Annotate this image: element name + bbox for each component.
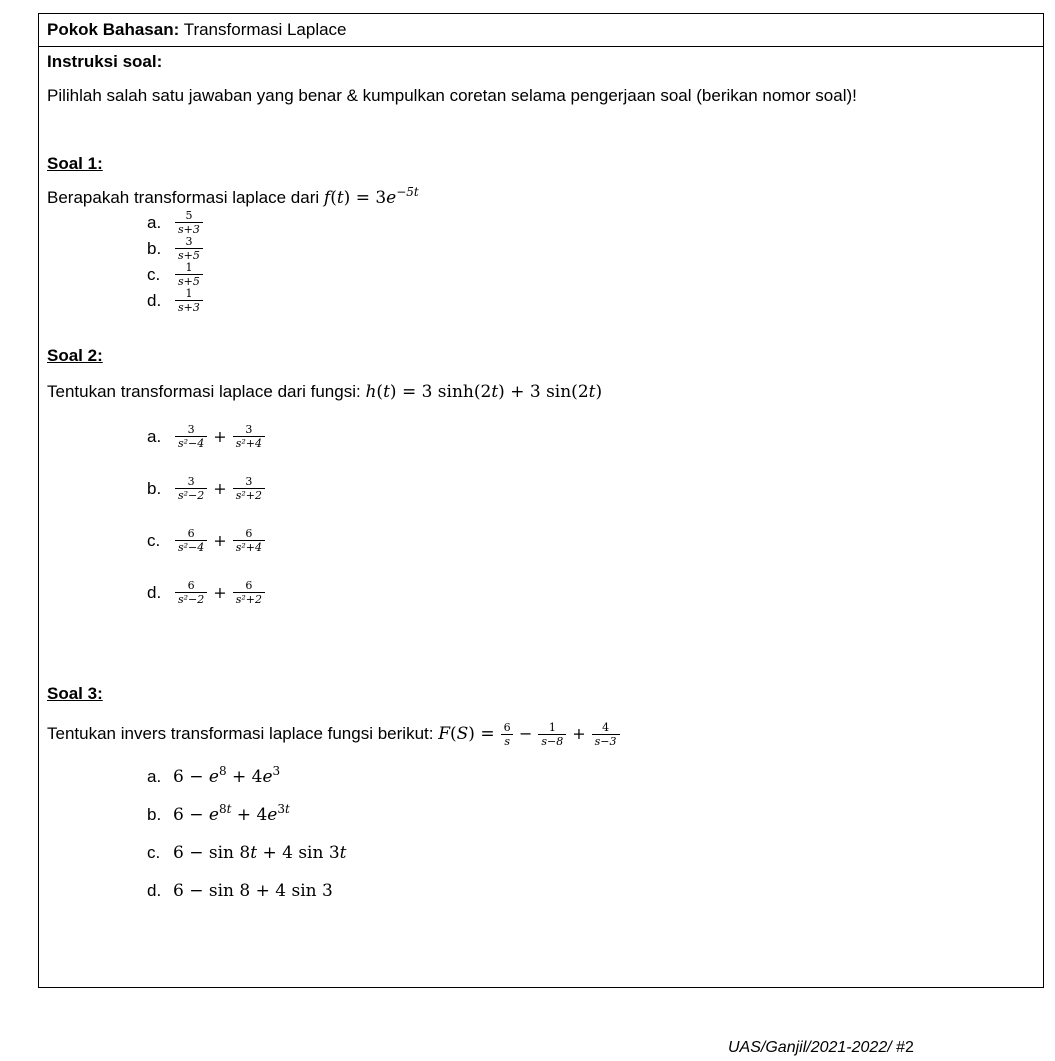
q2-option-d[interactable]: d. $\frac{6}{\text{s²−2}}$ + $\frac{6}{\text{s²+2}}$ [147, 579, 267, 606]
instruction-label: Instruksi soal: [47, 52, 163, 71]
exam-sheet [38, 13, 1044, 988]
footer-code: UAS/Ganjil/2021-2022/ #2 [728, 1039, 914, 1056]
q1-option-d[interactable]: d. $\frac{1}{s+3}$ [147, 287, 205, 314]
q3-option-d[interactable]: d. 6 − sin 8 + 4 sin 3 [147, 881, 333, 901]
q2-prompt: Tentukan transformasi laplace dari fungsi: h(t) = 3 sinh(2t) + 3 sin(2t) [47, 382, 603, 402]
questions-area [39, 47, 1043, 987]
q3-prompt: Tentukan invers transformasi laplace fungsi berikut: F(S) = $\frac{6}{s}$ − $\frac{1}{s-8}$ + $\frac{4}{s-3}$ [47, 721, 622, 748]
q1-function: $f(t) = 3e^{-5t}$ [323, 185, 419, 208]
topic-value: Transformasi Laplace [183, 20, 347, 39]
q3-title: Soal 3: [47, 684, 103, 703]
q3-option-b[interactable]: b. $6 - e^{8t} + 4e^{3t}$ [147, 802, 290, 825]
page-number: #2 [896, 1039, 914, 1056]
q3-option-a[interactable]: a. $6 - e^8 + 4e^3$ [147, 764, 281, 787]
q1-option-b[interactable]: b. $\frac{3}{s+5}$ [147, 235, 205, 262]
q2-option-b[interactable]: b. $\frac{3}{\text{s²−2}}$ + $\frac{3}{\text{s²+2}}$ [147, 475, 267, 502]
topic-row [39, 14, 1043, 47]
q3-function: F(S) = [438, 723, 495, 744]
q1-option-c[interactable]: c. $\frac{1}{s+5}$ [147, 261, 205, 288]
q1-title: Soal 1: [47, 154, 103, 173]
q2-function: h(t) = 3 sinh(2t) + 3 sin(2t) [365, 382, 603, 402]
q3-option-c[interactable]: c. 6 − sin 8t + 4 sin 3t [147, 843, 347, 863]
q1-prompt: Berapakah transformasi laplace dari $f(t) = 3e^{-5t}$ [47, 185, 419, 208]
q2-option-a[interactable]: a. $\frac{3}{\text{s²−4}}$ + $\frac{3}{\text{s²+4}}$ [147, 423, 267, 450]
topic-label: Pokok Bahasan: [47, 20, 180, 39]
q1-option-a[interactable]: a. $\frac{5}{s+3}$ [147, 209, 205, 236]
q2-title: Soal 2: [47, 346, 103, 365]
instruction-text: Pilihlah salah satu jawaban yang benar & kumpulkan coretan selama pengerjaan soal (berikan nomor soal)! [47, 86, 857, 105]
q2-option-c[interactable]: c. $\frac{6}{\text{s²−4}}$ + $\frac{6}{\text{s²+4}}$ [147, 527, 267, 554]
